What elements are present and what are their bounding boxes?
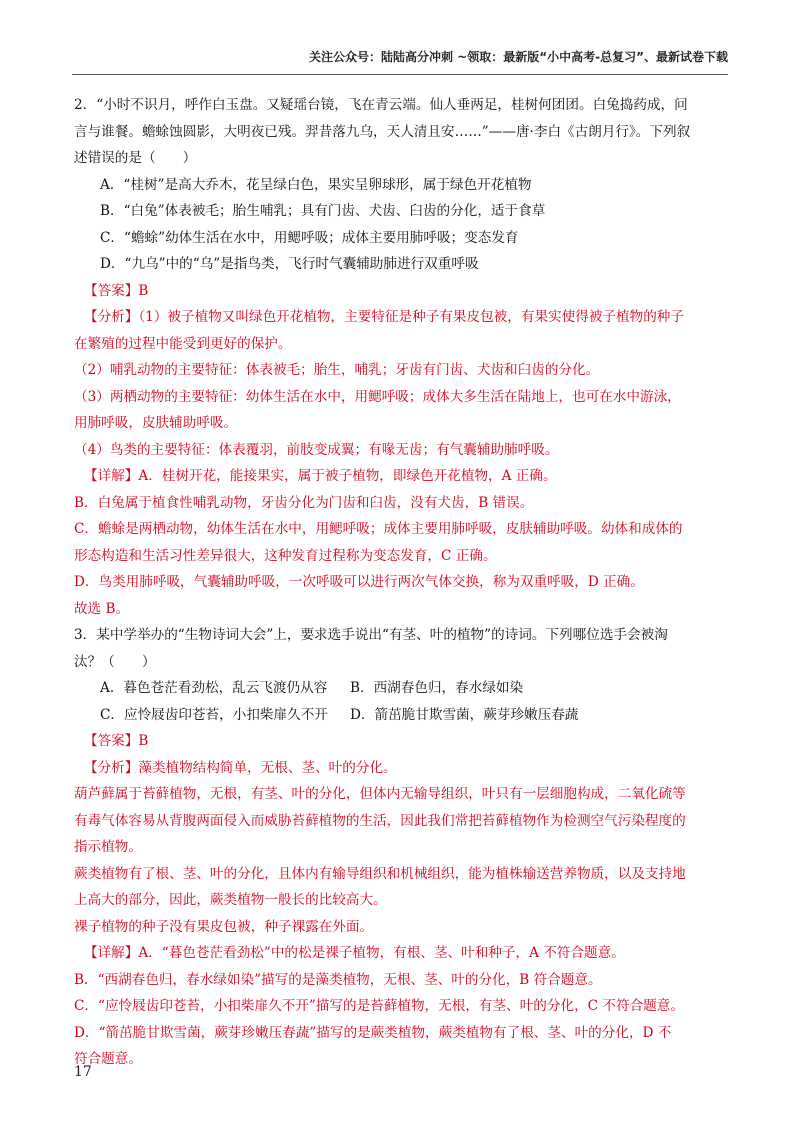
document-body	[74, 92, 730, 1073]
q3-analysis-line: 裸子植物的种子没有果皮包被，种子裸露在外面。	[74, 918, 374, 935]
q3-analysis-line: 【分析】藻类植物结构简单，无根、茎、叶的分化。	[84, 759, 397, 776]
q3-analysis-line: 上高大的部分，因此，蕨类植物一般长的比较高大。	[74, 892, 387, 908]
q3-analysis-line: 有毒气体容易从背腹两面侵入而威胁苔藓植物的生活，因此我们常把苔藓植物作为检测空气污染程度的	[74, 812, 686, 829]
q3-option-d: D．箭茁脆甘欺雪菌，蕨芽珍嫩压春蔬	[350, 706, 579, 723]
q2-detail-line: 故选 B。	[74, 600, 130, 617]
q2-option-a: A．“桂树”是高大乔木，花呈绿白色，果实呈卵球形，属于绿色开花植物	[100, 176, 532, 193]
header-divider	[72, 74, 728, 75]
q3-stem-line-2: 汰？（ ）	[74, 653, 156, 670]
q2-answer: 【答案】B	[84, 282, 149, 299]
q3-option-b: B．西湖春色归，春水绿如染	[350, 680, 524, 696]
q2-stem-line-1: 2．“小时不识月，呼作白玉盘。又疑瑶台镜，飞在青云端。仙人垂两足，桂树何团团。白兔捣药成，问	[74, 97, 688, 113]
q2-analysis-line: （2）哺乳动物的主要特征：体表被毛；胎生，哺乳；牙齿有门齿、犬齿和臼齿的分化。	[74, 362, 600, 378]
q3-options-row-1	[74, 675, 730, 702]
q3-detail-line: B．“西湖春色归，春水绿如染”描写的是藻类植物，无根、茎、叶的分化，B 符合题意。	[74, 971, 602, 988]
q3-option-a: A．暮色苍茫看劲松，乱云飞渡仍从容	[100, 680, 328, 696]
q3-stem-line-1: 3．某中学举办的“生物诗词大会”上，要求选手说出“有茎、叶的植物”的诗词。下列哪位选手会被淘	[74, 627, 668, 643]
q2-stem-line-2: 言与谁餐。蟾蜍蚀圆影，大明夜已残。羿昔落九乌，天人清且安……”——唐·李白《古朗月行》。下列叙	[74, 123, 691, 140]
q3-analysis-line: 蕨类植物有了根、茎、叶的分化，且体内有输导组织和机械组织，能为植株输送营养物质，以及支持地	[74, 865, 686, 882]
q2-analysis-line: 用肺呼吸，皮肤辅助呼吸。	[74, 415, 238, 431]
q2-stem-line-3: 述错误的是（ ）	[74, 150, 197, 166]
q3-analysis-line: 葫芦藓属于苔藓植物，无根，有茎、叶的分化，但体内无输导组织，叶只有一层细胞构成，二氧化硫等	[74, 786, 686, 802]
q2-detail-line: D．鸟类用肺呼吸，气囊辅助呼吸，一次呼吸可以进行两次气体交换，称为双重呼吸，D 正确。	[74, 574, 644, 590]
q2-detail-line: B．白兔属于植食性哺乳动物，牙齿分化为门齿和臼齿，没有犬齿，B 错误。	[74, 494, 534, 511]
q3-answer: 【答案】B	[84, 733, 149, 749]
q3-detail-line: D．“箭茁脆甘欺雪菌，蕨芽珍嫩压春蔬”描写的是蕨类植物，蕨类植物有了根、茎、叶的分化，D 不	[74, 1024, 672, 1041]
q3-options-row-2	[74, 702, 730, 729]
q3-detail-line: C．“应怜屐齿印苍苔，小扣柴扉久不开”描写的是苔藓植物，无根，有茎、叶的分化，C 不符合题意。	[74, 998, 684, 1014]
q3-detail-line: 符合题意。	[74, 1051, 142, 1067]
q3-option-c: C．应怜屐齿印苍苔，小扣柴扉久不开	[100, 706, 328, 723]
q2-analysis-line: （4）鸟类的主要特征：体表覆羽，前肢变成翼；有喙无齿；有气囊辅助肺呼吸。	[74, 441, 559, 458]
q2-option-b: B．“白兔”体表被毛；胎生哺乳；具有门齿、犬齿、臼齿的分化，适于食草	[100, 203, 546, 219]
q2-option-c: C．“蟾蜍”幼体生活在水中，用鳃呼吸；成体主要用肺呼吸；变态发育	[100, 229, 519, 246]
q2-option-d: D．“九乌”中的“乌”是指鸟类，飞行时气囊辅助肺进行双重呼吸	[100, 256, 479, 272]
q2-detail-line: 形态构造和生活习性差异很大，这种发育过程称为变态发育，C 正确。	[74, 547, 497, 564]
q3-detail-line: 【详解】A．“暮色苍茫看劲松”中的松是裸子植物，有根、茎、叶和种子，A 不符合题意。	[84, 945, 625, 961]
q2-analysis-line: 【分析】（1）被子植物又叫绿色开花植物，主要特征是种子有果皮包被，有果实使得被子植物的种子	[84, 309, 684, 325]
q2-analysis-line: （3）两栖动物的主要特征：幼体生活在水中，用鳃呼吸；成体大多生活在陆地上，也可在水中游泳，	[74, 388, 681, 405]
page-number: 17	[74, 1064, 92, 1080]
q2-detail-line: C．蟾蜍是两栖动物，幼体生活在水中，用鳃呼吸；成体主要用肺呼吸，皮肤辅助呼吸。幼体和成体的	[74, 521, 683, 537]
q2-analysis-line: 在繁殖的过程中能受到更好的保护。	[74, 335, 292, 352]
q3-analysis-line: 指示植物。	[74, 839, 142, 855]
page-header: 关注公众号：陆陆高分冲刺 ~领取：最新版“小中高考-总复习”、最新试卷下载	[309, 50, 728, 64]
q2-detail-line: 【详解】A．桂树开花，能接果实，属于被子植物，即绿色开花植物，A 正确。	[84, 468, 557, 484]
